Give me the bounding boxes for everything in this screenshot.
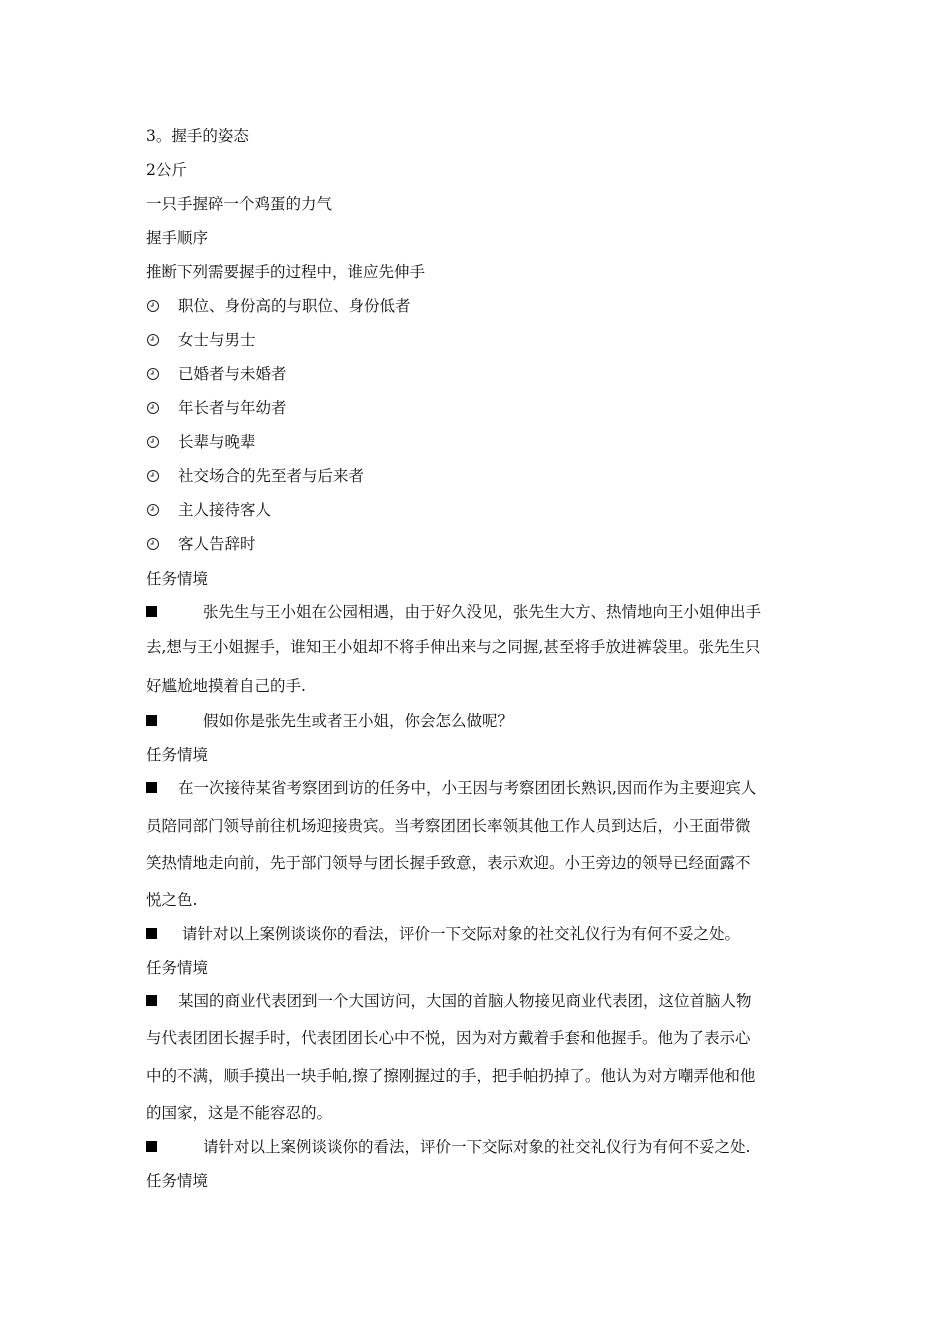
list-item-label: 职位、身份高的与职位、身份低者 xyxy=(178,297,411,315)
list-item xyxy=(146,330,256,350)
case-line: 张先生与王小姐在公园相遇，由于好久没见，张先生大方、热情地向王小姐伸出手 xyxy=(146,602,761,622)
clock-icon xyxy=(146,469,160,483)
list-item xyxy=(146,500,271,520)
list-item xyxy=(146,364,287,384)
case-line: 悦之色. xyxy=(146,891,198,909)
case-line: 的国家，这是不能容忍的。 xyxy=(146,1104,333,1122)
case-line: 中的不满，顺手摸出一块手帕,擦了擦刚握过的手，把手帕扔掉了。他认为对方嘲弄他和他 xyxy=(146,1067,756,1085)
black-square-icon xyxy=(146,928,157,939)
order-title: 握手顺序 xyxy=(146,229,209,247)
list-item xyxy=(146,398,287,418)
list-item-label: 长辈与晚辈 xyxy=(178,433,256,451)
clock-icon xyxy=(146,401,160,415)
clock-icon xyxy=(146,503,160,517)
list-item-label: 客人告辞时 xyxy=(178,535,256,553)
case-line: 与代表团团长握手时，代表团团长心中不悦，因为对方戴着手套和他握手。他为了表示心 xyxy=(146,1029,751,1047)
scenario-title: 任务情境 xyxy=(146,1172,209,1190)
list-item-label: 女士与男士 xyxy=(178,331,256,349)
case-line: 好尴尬地摸着自己的手. xyxy=(146,677,306,695)
list-item xyxy=(146,466,364,486)
grip-strength: 一只手握碎一个鸡蛋的力气 xyxy=(146,195,333,213)
black-square-icon xyxy=(146,1141,157,1152)
black-square-icon xyxy=(146,995,157,1006)
case-line: 员陪同部门领导前往机场迎接贵宾。当考察团团长率领其他工作人员到达后，小王面带微 xyxy=(146,817,751,835)
list-item-label: 社交场合的先至者与后来者 xyxy=(178,467,365,485)
black-square-icon xyxy=(146,715,157,726)
clock-icon xyxy=(146,299,160,313)
clock-icon xyxy=(146,367,160,381)
clock-icon xyxy=(146,537,160,551)
list-item xyxy=(146,432,256,452)
grip-weight: 2公斤 xyxy=(146,161,187,179)
case-line: 笑热情地走向前，先于部门领导与团长握手致意，表示欢迎。小王旁边的领导已经面露不 xyxy=(146,854,751,872)
black-square-icon xyxy=(146,606,157,617)
scenario-title: 任务情境 xyxy=(146,570,209,588)
list-item xyxy=(146,296,411,316)
scenario-question: 假如你是张先生或者王小姐，你会怎么做呢？ xyxy=(146,711,513,731)
black-square-icon xyxy=(146,782,157,793)
list-item-label: 主人接待客人 xyxy=(178,501,272,519)
list-item-label: 年长者与年幼者 xyxy=(178,399,287,417)
case-line: 去,想与王小姐握手，谁知王小姐却不将手伸出来与之同握,甚至将手放进裤袋里。张先生只 xyxy=(146,638,761,656)
section-heading: 3。握手的姿态 xyxy=(146,127,249,145)
scenario-question: 请针对以上案例谈谈你的看法，评价一下交际对象的社交礼仪行为有何不妥之处。 xyxy=(146,924,740,944)
scenario-title: 任务情境 xyxy=(146,746,209,764)
case-line: 在一次接待某省考察团到访的任务中，小王因与考察团团长熟识,因而作为主要迎宾人 xyxy=(146,778,756,798)
clock-icon xyxy=(146,435,160,449)
order-question: 推断下列需要握手的过程中，谁应先伸手 xyxy=(146,263,426,281)
scenario-title: 任务情境 xyxy=(146,959,209,977)
case-line: 某国的商业代表团到一个大国访问，大国的首脑人物接见商业代表团，这位首脑人物 xyxy=(146,991,752,1011)
list-item-label: 已婚者与未婚者 xyxy=(178,365,287,383)
scenario-question: 请针对以上案例谈谈你的看法，评价一下交际对象的社交礼仪行为有何不妥之处. xyxy=(146,1137,750,1157)
clock-icon xyxy=(146,333,160,347)
list-item xyxy=(146,534,256,554)
